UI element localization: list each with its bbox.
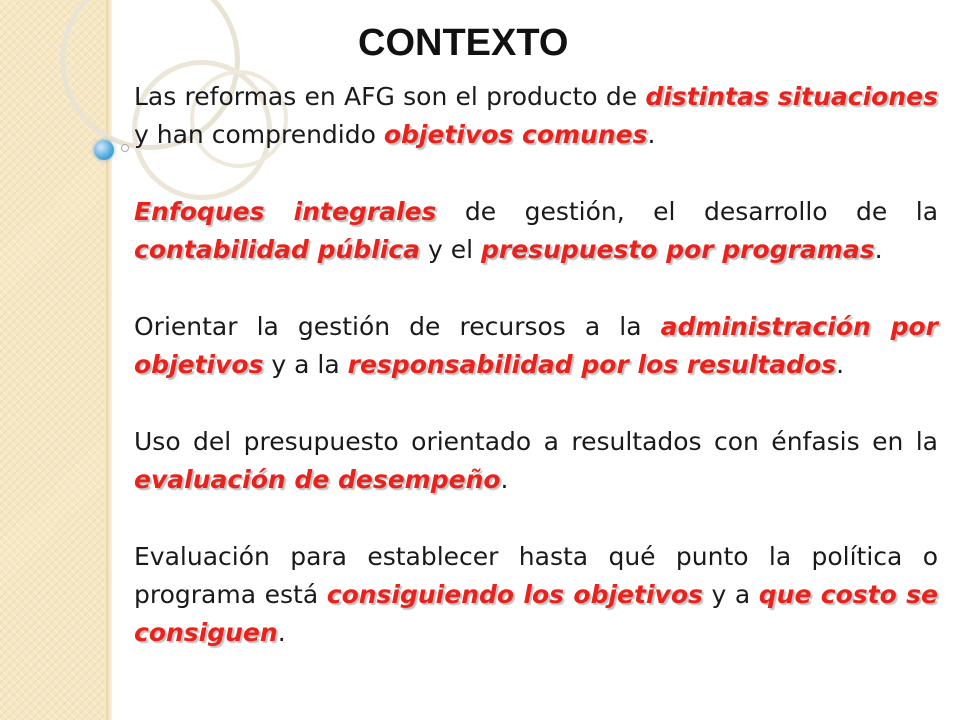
- body-text: y a: [702, 580, 759, 609]
- paragraph-4: [134, 423, 938, 499]
- highlighted-phrase: responsabilidad por los resultados: [347, 350, 837, 379]
- highlighted-phrase: Enfoques integrales: [134, 197, 437, 226]
- body-text: Evaluación para establecer hasta qué punto la política o programa está: [134, 542, 938, 609]
- highlighted-phrase: que costo se consiguen: [134, 580, 938, 647]
- decorative-blue-dot: [94, 140, 114, 160]
- body-text: .: [500, 465, 509, 494]
- body-text: .: [277, 618, 286, 647]
- highlighted-phrase: consiguiendo los objetivos: [326, 580, 703, 609]
- highlighted-phrase: contabilidad pública: [134, 235, 420, 264]
- body-text: y a la: [263, 350, 348, 379]
- paragraph-3: [134, 308, 938, 384]
- decorative-small-dot: [121, 144, 129, 152]
- body-text: y han comprendido: [134, 120, 384, 149]
- body-text: .: [836, 350, 845, 379]
- body-text: Las reformas en AFG son el producto de: [134, 82, 646, 111]
- slide-title: CONTEXTO: [358, 22, 569, 64]
- slide-body: [134, 78, 938, 652]
- paragraph-2: [134, 193, 938, 269]
- body-text: y el: [420, 235, 481, 264]
- paragraph-5: [134, 538, 938, 652]
- highlighted-phrase: objetivos comunes: [383, 120, 648, 149]
- body-text: .: [874, 235, 883, 264]
- body-text: Uso del presupuesto orientado a resultados con énfasis en la: [134, 427, 938, 456]
- highlighted-phrase: administración por objetivos: [134, 312, 938, 379]
- body-text: .: [647, 120, 656, 149]
- body-text: Orientar la gestión de recursos a la: [134, 312, 661, 341]
- highlighted-phrase: distintas situaciones: [645, 82, 938, 111]
- highlighted-phrase: presupuesto por programas: [480, 235, 875, 264]
- body-text: de gestión, el desarrollo de la: [436, 197, 939, 226]
- paragraph-1: [134, 78, 938, 154]
- highlighted-phrase: evaluación de desempeño: [134, 465, 501, 494]
